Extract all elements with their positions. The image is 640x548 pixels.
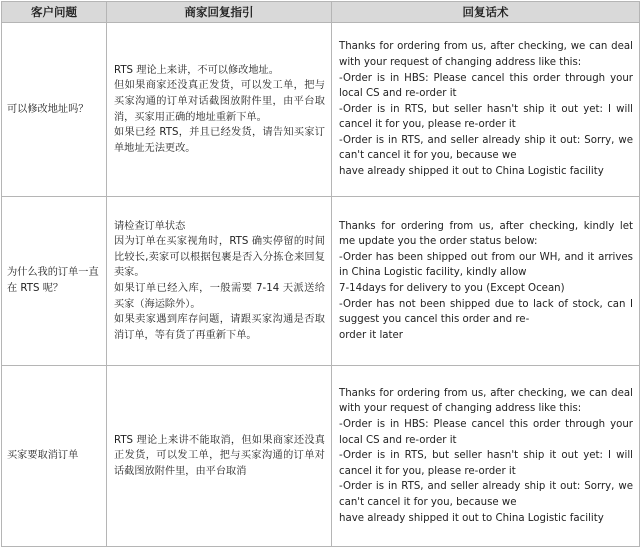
- question-cell: 为什么我的订单一直在 RTS 呢？: [2, 197, 107, 366]
- guidance-line: 如果订单已经入库，一般需要 7-14 天派送给买家（海运除外）。: [114, 283, 325, 310]
- guidance-line: RTS 理论上来讲，不可以修改地址。: [114, 64, 279, 76]
- faq-table: [1, 1, 640, 547]
- header-reply-script: 回复话术: [332, 2, 640, 23]
- table-row: [2, 23, 640, 197]
- table-row: [2, 366, 640, 547]
- script-line: -Order has been shipped out from our WH, and it arrives in China Logistic facility, kindly allow: [339, 251, 633, 279]
- guidance-line: 请检查订单状态: [114, 220, 186, 232]
- guidance-line: 如果卖家遇到库存问题，请跟买家沟通是否取消订单，等有货了再重新下单。: [114, 314, 325, 341]
- script-line: -Order is in RTS, but seller hasn't ship it out yet: I will cancel it for you, please re-order it: [339, 450, 633, 477]
- script-line: -Order is in RTS, but seller hasn't ship it out yet: I will cancel it for you, please re-order it: [339, 103, 633, 131]
- header-row: [2, 2, 640, 23]
- script-line: -Order is in HBS: Please cancel this order through your local CS and re-order it: [339, 419, 633, 446]
- question-cell: 可以修改地址吗？: [2, 23, 107, 197]
- script-cell: [332, 197, 640, 366]
- table-row: [2, 197, 640, 366]
- guidance-line: RTS 理论上来讲不能取消，但如果商家还没真正发货，可以发工单，把与买家沟通的订单对话截图放附件里，由平台取消: [114, 434, 325, 477]
- script-line: Thanks for ordering from us, after checking, we can deal with your request of changing address like this:: [339, 41, 633, 68]
- script-line: Thanks for ordering from us, after checking, we can deal with your request of changing address like this:: [339, 387, 633, 415]
- script-line: Thanks for ordering from us, after checking, kindly let me update you the order status below:: [339, 220, 633, 248]
- question-cell: 买家要取消订单: [2, 366, 107, 547]
- script-line: have already shipped it out to China Logistic facility: [339, 166, 604, 178]
- guidance-line: 如果已经 RTS，并且已经发货，请告知买家订单地址无法更改。: [114, 127, 325, 154]
- script-cell: [332, 23, 640, 197]
- header-customer-question: 客户问题: [2, 2, 107, 23]
- guidance-line: 但如果商家还没真正发货，可以发工单，把与买家沟通的订单对话截图放附件里，由平台取消，买家用正确的地址重新下单。: [114, 80, 325, 123]
- script-line: -Order is in RTS, and seller already ship it out: Sorry, we can't cancel it for you, because we: [339, 134, 633, 162]
- script-line: -Order has not been shipped due to lack of stock, can I suggest you cancel this order and re-: [339, 298, 633, 326]
- script-line: have already shipped it out to China Logistic facility: [339, 512, 604, 524]
- script-line: order it later: [339, 329, 403, 341]
- guidance-line: 因为订单在买家视角时，RTS 确实停留的时间比较长,卖家可以根据包裹是否入分拣仓来回复卖家。: [114, 236, 325, 279]
- script-cell: [332, 366, 640, 547]
- script-line: 7-14days for delivery to you (Except Ocean): [339, 283, 565, 294]
- header-merchant-guidance: 商家回复指引: [107, 2, 332, 23]
- script-line: -Order is in RTS, and seller already ship it out: Sorry, we can't cancel it for you, because we: [339, 481, 633, 508]
- guidance-cell: [107, 366, 332, 547]
- guidance-cell: [107, 23, 332, 197]
- guidance-cell: [107, 197, 332, 366]
- script-line: -Order is in HBS: Please cancel this order through your local CS and re-order it: [339, 72, 633, 100]
